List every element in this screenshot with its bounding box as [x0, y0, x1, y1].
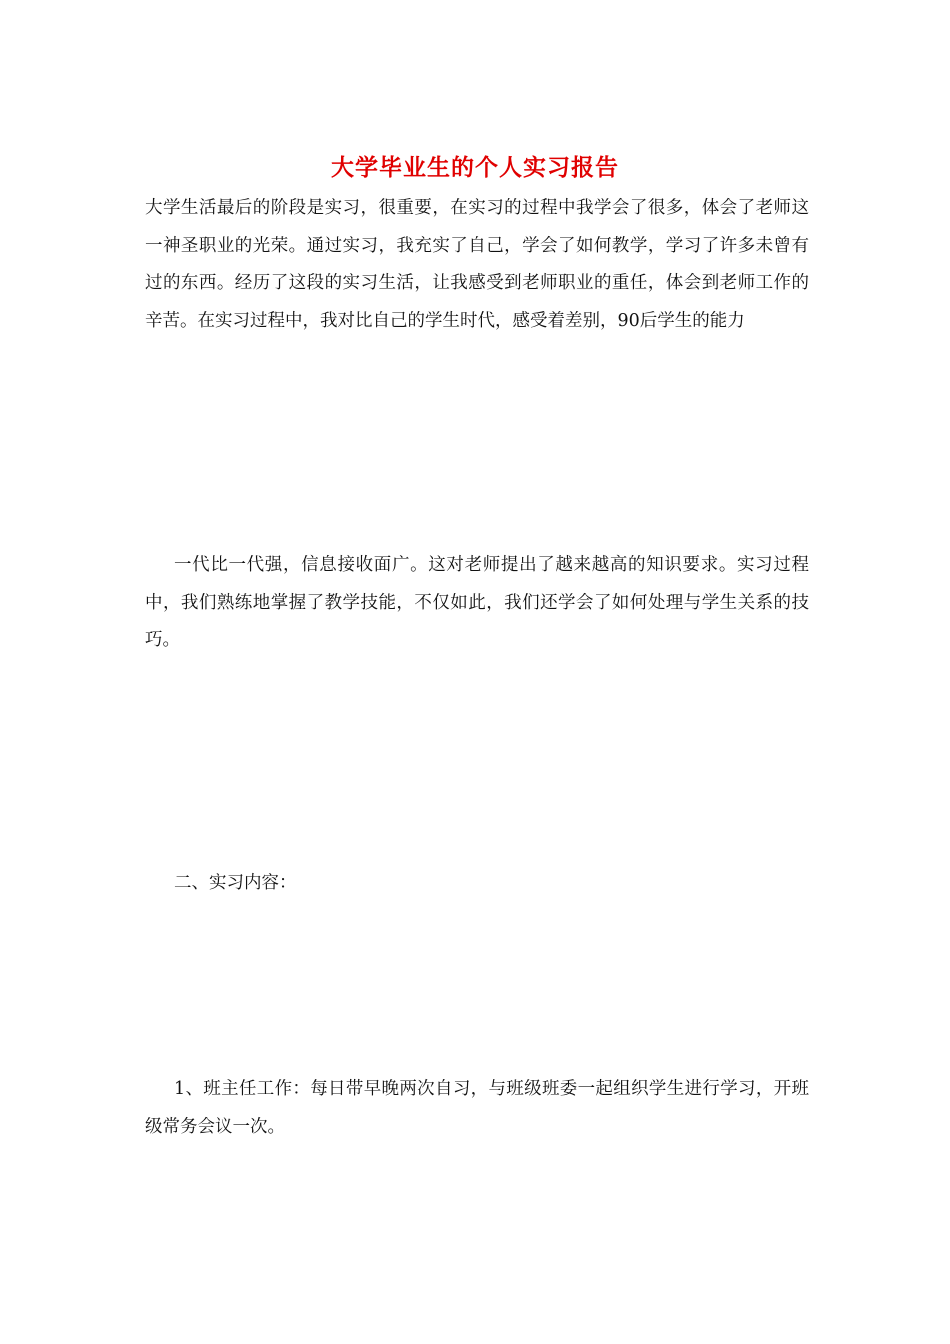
paragraph-class-teacher-work: 1、班主任工作：每日带早晚两次自习，与班级班委一起组织学生进行学习，开班级常务会议一次。: [145, 1079, 809, 1137]
paragraph-intro: 大学生活最后的阶段是实习，很重要，在实习的过程中我学会了很多，体会了老师这一神圣职业的光荣。通过实习，我充实了自己，学会了如何教学，学习了许多未曾有过的东西。经历了这段的实习生活，让我感受到老师职业的重任，体会到老师工作的辛苦。在实习过程中，我对比自己的学生时代，感受着差别，90后学生的能力: [145, 198, 809, 331]
paragraph-continuation: 一代比一代强，信息接收面广。这对老师提出了越来越高的知识要求。实习过程中，我们熟练地掌握了教学技能，不仅如此，我们还学会了如何处理与学生关系的技巧。: [145, 555, 809, 651]
section-heading-internship-content: 二、实习内容：: [174, 873, 297, 893]
document-title: 大学毕业生的个人实习报告: [331, 154, 619, 181]
